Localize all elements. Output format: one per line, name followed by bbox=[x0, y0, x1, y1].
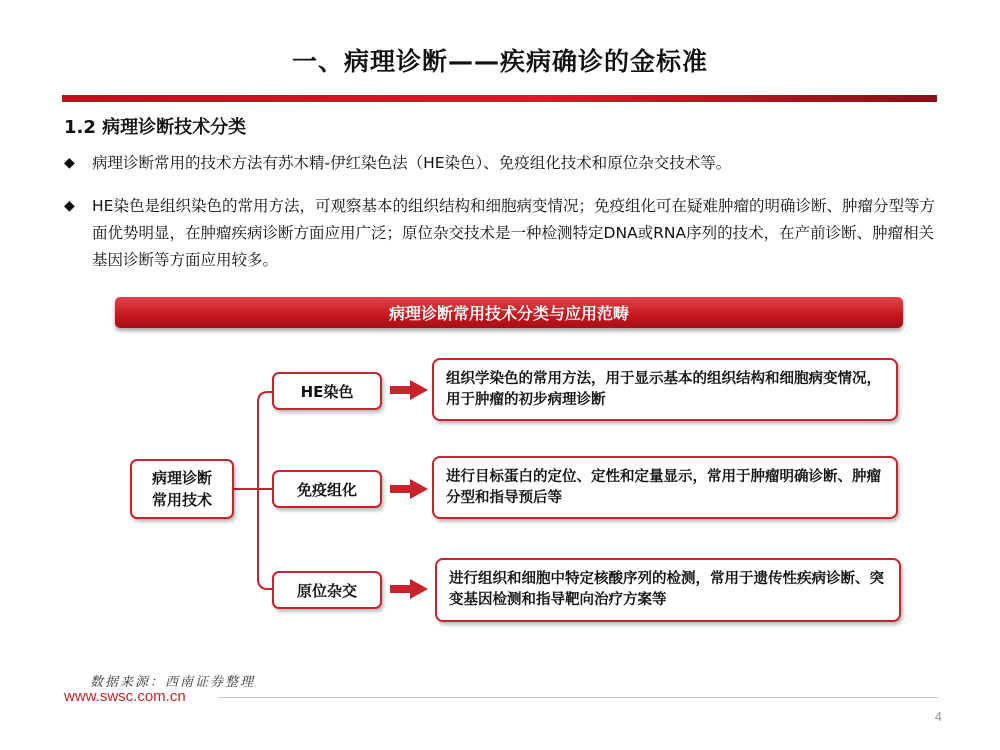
page-title: 一、病理诊断——疾病确诊的金标准 bbox=[291, 47, 708, 76]
arrow-icon bbox=[390, 479, 428, 499]
data-source-note: 数据来源：西南证券整理 bbox=[90, 675, 256, 690]
node-he-stain bbox=[272, 372, 382, 410]
node-immunohistochemistry bbox=[272, 470, 382, 508]
desc-in-situ-hybridization bbox=[435, 558, 901, 622]
desc-text: 进行组织和细胞中特定核酸序列的检测，常用于遗传性疾病诊断、突变基因检测和指导靶向治疗方案等 bbox=[449, 571, 884, 608]
desc-text: 组织学染色的常用方法，用于显示基本的组织结构和细胞病变情况，用于肿瘤的初步病理诊断 bbox=[446, 371, 881, 408]
arrow-icon bbox=[390, 579, 428, 599]
node-label: 免疫组化 bbox=[296, 480, 357, 499]
page-number: 4 bbox=[934, 709, 942, 724]
desc-text: 进行目标蛋白的定位、定性和定量显示，常用于肿瘤明确诊断、肿瘤分型和指导预后等 bbox=[446, 469, 881, 506]
bullet-text-2: HE染色是组织染色的常用方法，可观察基本的组织结构和细胞病变情况；免疫组化可在疑难肿瘤的明确诊断、肿瘤分型等方面优势明显，在肿瘤疾病诊断方面应用广泛；原位杂交技术是一种检测特定DNA或RNA序列的技术，在产前诊断、肿瘤相关基因诊断等方面应用较多。 bbox=[92, 197, 935, 269]
desc-immunohistochemistry bbox=[432, 456, 898, 519]
arrow-icon bbox=[390, 380, 428, 400]
footer-divider bbox=[218, 697, 938, 698]
diagram-banner: 病理诊断常用技术分类与应用范畴 bbox=[115, 297, 903, 328]
website-link[interactable]: www.swsc.com.cn bbox=[64, 688, 186, 705]
node-in-situ-hybridization bbox=[272, 571, 382, 609]
brace-connector bbox=[234, 392, 275, 589]
bullet-text-1: 病理诊断常用的技术方法有苏木精-伊红染色法（HE染色）、免疫组化技术和原位杂交技术等。 bbox=[92, 154, 732, 172]
root-node bbox=[130, 459, 234, 519]
node-label: HE染色 bbox=[300, 382, 354, 401]
node-label: 原位杂交 bbox=[296, 581, 357, 600]
root-node-label: 病理诊断常用技术 bbox=[151, 469, 212, 509]
desc-he-stain bbox=[432, 358, 898, 421]
diamond-bullet-icon: ◆ bbox=[64, 155, 75, 171]
diamond-bullet-icon: ◆ bbox=[64, 198, 75, 214]
section-title: 1.2 病理诊断技术分类 bbox=[64, 117, 247, 138]
